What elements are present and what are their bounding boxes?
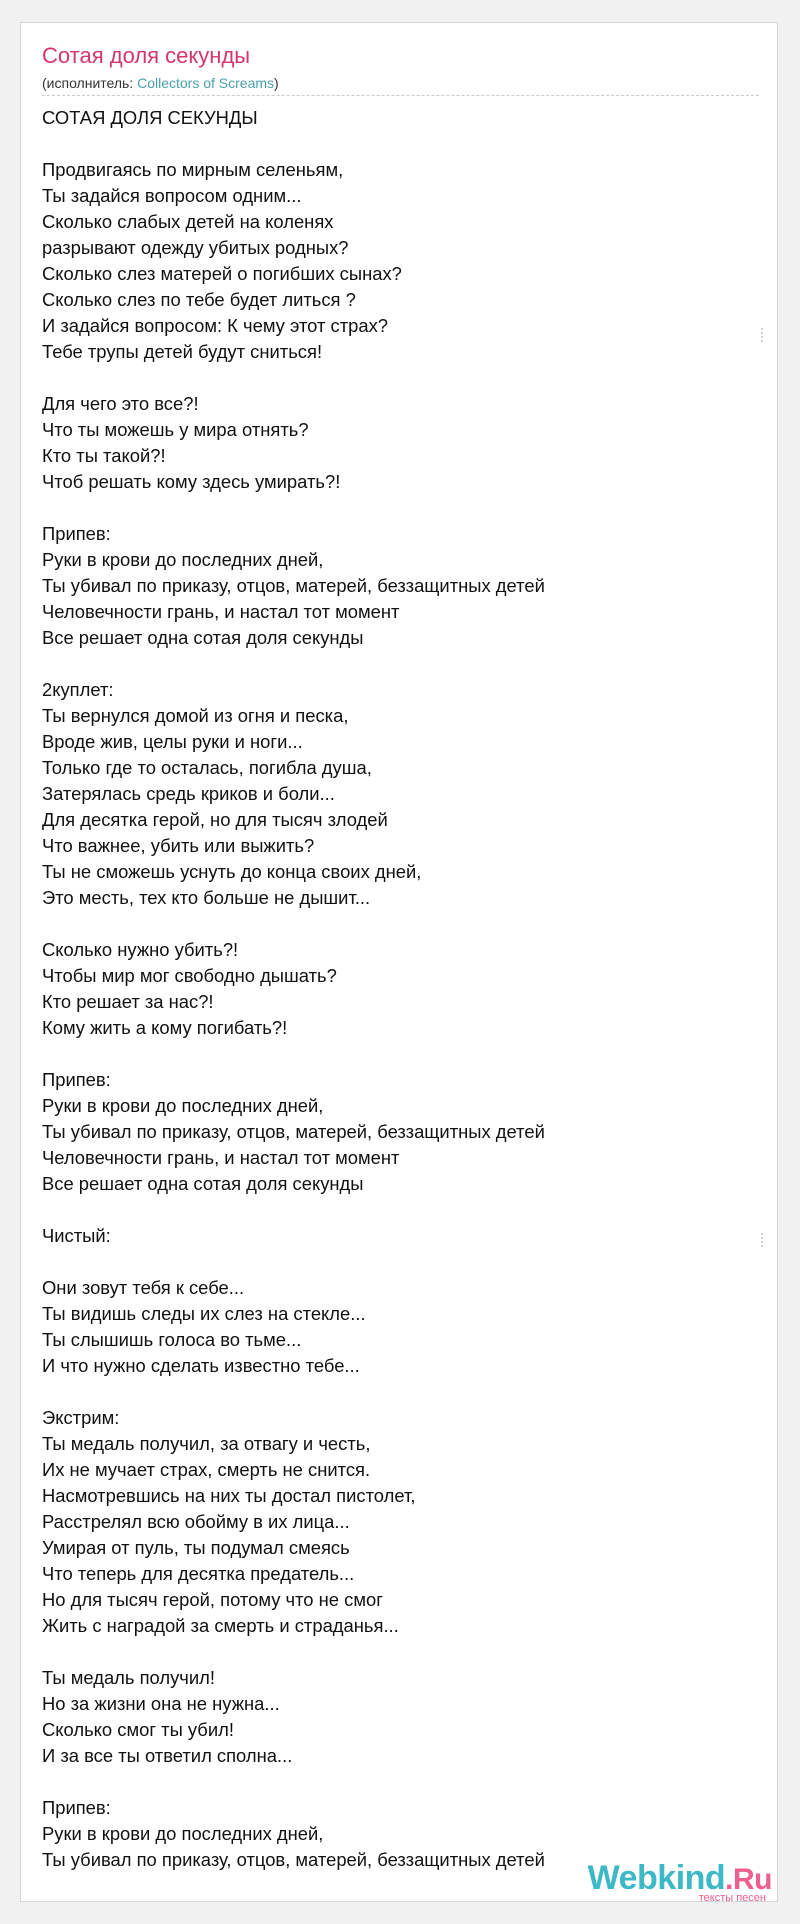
artist-prefix: (исполнитель: — [42, 75, 138, 91]
logo-brand: Webkind — [587, 1859, 726, 1897]
scroll-handle-lower[interactable] — [761, 1233, 769, 1247]
artist-link[interactable]: Collectors of Screams — [137, 75, 275, 91]
artist-suffix: ) — [274, 75, 279, 91]
lyrics-card — [20, 22, 778, 1902]
song-title: Сотая доля секунды — [42, 43, 251, 68]
lyrics-text: СОТАЯ ДОЛЯ СЕКУНДЫ Продвигаясь по мирным селеньям, Ты задайся вопросом одним... Сколько слабых детей на коленях разрывают одежду убитых родных? Сколько слез матерей о погибших сынах? Сколько слез по тебе будет литься ? И задайся вопросом: К чему этот страх? Тебе трупы детей будут сниться! Для чего это все?! Что ты можешь у мира отнять? Кто ты такой?! Чтоб решать кому здесь умирать?! Припев: Руки в крови до последних дней, Ты убивал по приказу, отцов, матерей, беззащитных детей Человечности грань, и настал тот момент Все решает одна сотая доля секунды 2куплет: Ты вернулся домой из огня и песка, Вроде жив, целы руки и ноги... Только где то осталась, погибла душа, Затерялась средь криков и боли... Для десятка герой, но для тысяч злодей Что важнее, убить или выжить? Ты не сможешь уснуть до конца своих дней, Это месть, тех кто больше не дышит... Сколько нужно убить?! Чтобы мир мог свободно дышать? Кто решает за нас?! Кому жить а кому погибать?! Припев: Руки в крови до последних дней, Ты убивал по приказу, отцов, матерей, беззащитных детей Человечности грань, и настал тот момент Все решает одна сотая доля секунды Чистый: Они зовут тебя к себе... Ты видишь следы их слез на стекле... Ты слышишь голоса во тьме... И что нужно сделать известно тебе... Экстрим: Ты медаль получил, за отвагу и честь, Их не мучает страх, смерть не снится. Насмотревшись на них ты достал пистолет, Расстрелял всю обойму в их лица... Умирая от пуль, ты подумал смеясь Что теперь для десятка предатель... Но для тысяч герой, потому что не смог Жить с наградой за смерть и страданья... Ты медаль получил! Но за жизни она не нужна... Сколько смог ты убил! И за все ты ответил сполна... Припев: Руки в крови до последних дней, Ты убивал по приказу, отцов, матерей, беззащитных детей — [42, 107, 545, 1870]
header-divider — [42, 95, 759, 96]
scroll-handle[interactable] — [761, 328, 769, 342]
site-logo[interactable] — [588, 1861, 772, 1904]
logo-tagline: тексты песен — [698, 1892, 766, 1904]
logo-tld: .Ru — [725, 1863, 772, 1896]
artist-line — [42, 74, 279, 92]
